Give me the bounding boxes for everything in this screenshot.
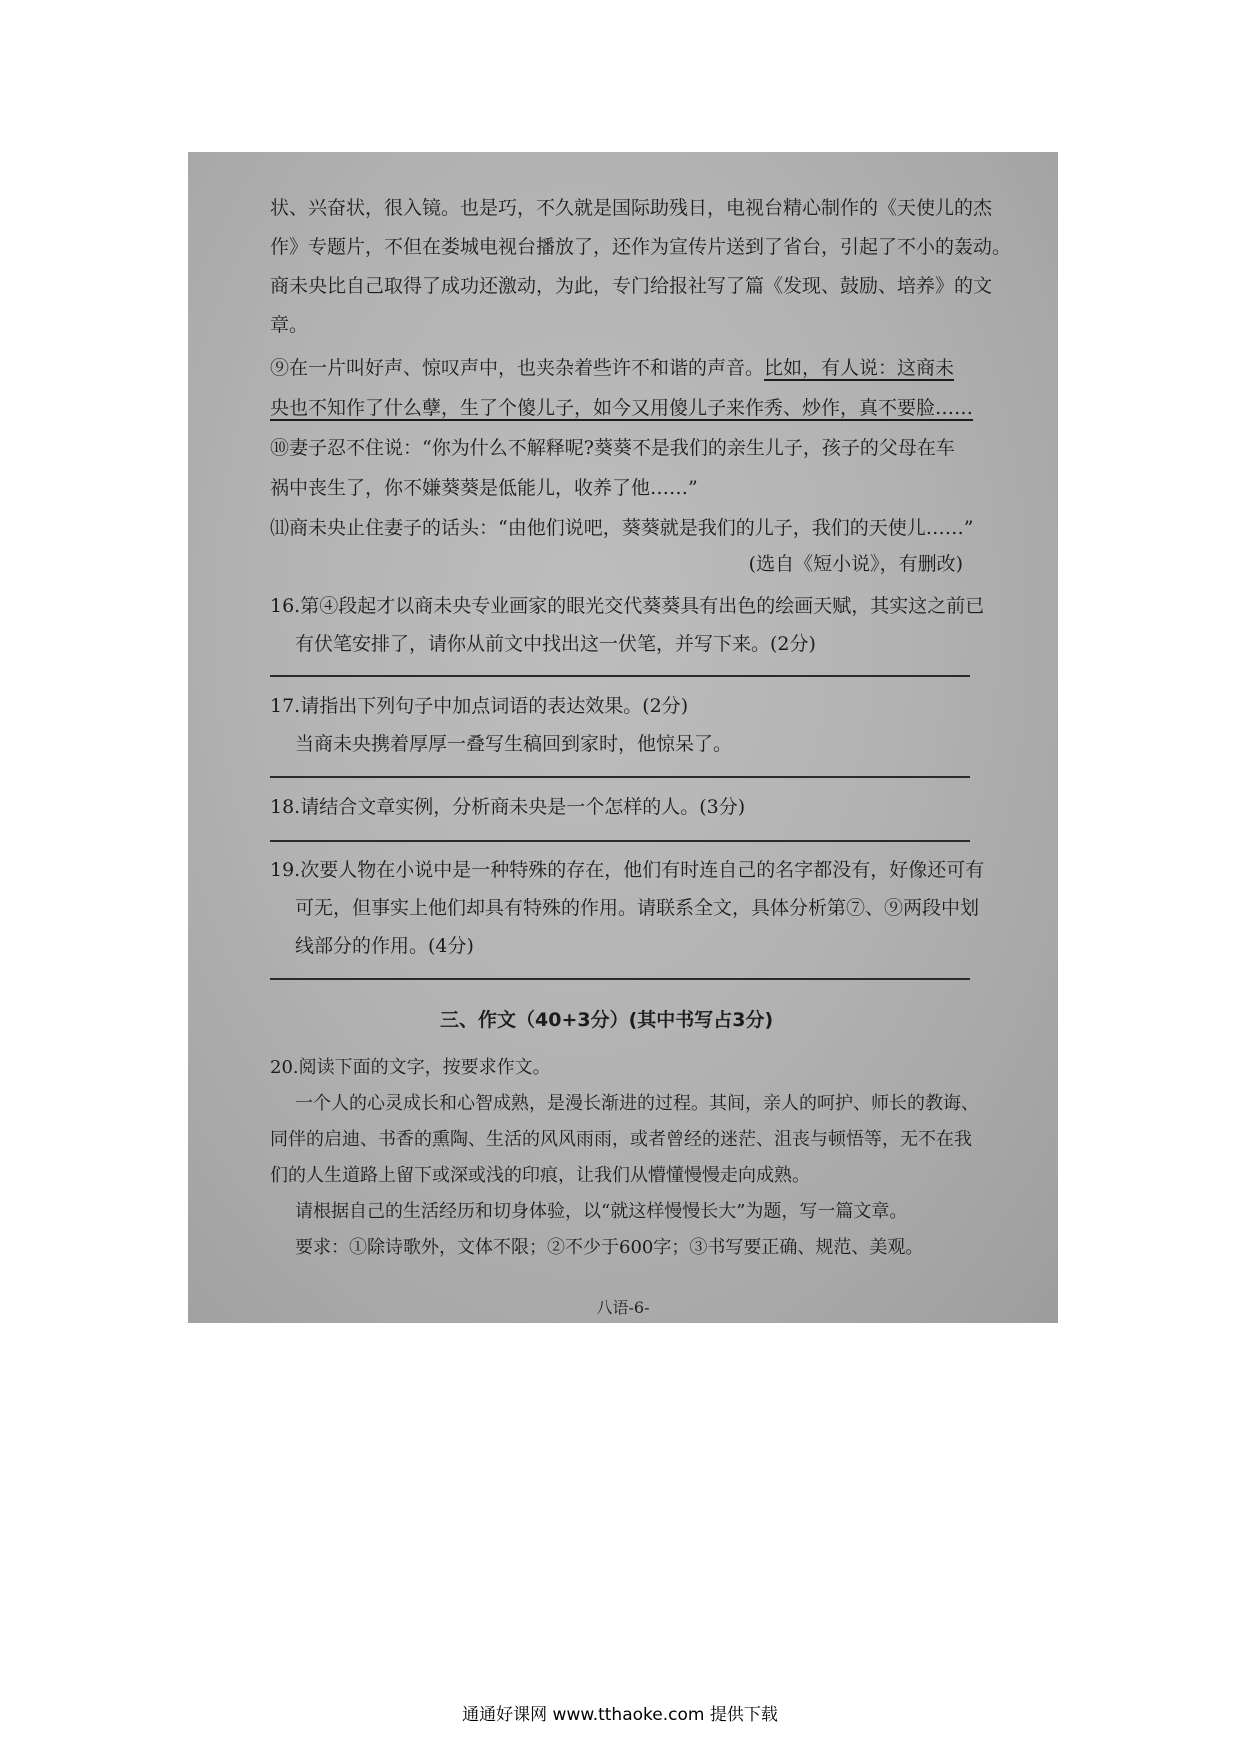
question-19-line: 19.次要人物在小说中是一种特殊的存在，他们有时连自己的名字都没有，好像还可有 xyxy=(270,859,985,881)
question-18: 18.请结合文章实例，分析商未央是一个怎样的人。(3分) xyxy=(270,796,746,818)
answer-line xyxy=(270,978,970,980)
site-footer: 通通好课网 www.tthaoke.com 提供下载 xyxy=(462,1705,778,1725)
paragraph-9 xyxy=(270,350,954,386)
question-20-text: 们的人生道路上留下或深或浅的印痕，让我们从懵懂慢慢走向成熟。 xyxy=(270,1165,810,1186)
question-20-intro: 20.阅读下面的文字，按要求作文。 xyxy=(270,1057,551,1078)
question-20-task: 请根据自己的生活经历和切身体验，以“就这样慢慢长大”为题，写一篇文章。 xyxy=(295,1201,908,1222)
question-16-line: 有伏笔安排了，请你从前文中找出这一伏笔，并写下来。(2分) xyxy=(295,633,816,655)
question-20-text: 一个人的心灵成长和心智成熟，是漫长渐进的过程。其间，亲人的呵护、师长的教诲、 xyxy=(295,1093,979,1114)
text-line: 状、兴奋状，很入镜。也是巧，不久就是国际助残日，电视台精心制作的《天使儿的杰 xyxy=(270,197,993,219)
paragraph-9-underlined-start: 比如，有人说：这商未 xyxy=(764,357,955,379)
question-20-text: 同伴的启迪、书香的熏陶、生活的风风雨雨，或者曾经的迷茫、沮丧与顿悟等，无不在我 xyxy=(270,1129,972,1150)
section-title: 三、作文（40+3分）(其中书写占3分) xyxy=(440,1009,774,1031)
question-17-line: 17.请指出下列句子中加点词语的表达效果。(2分) xyxy=(270,695,689,717)
answer-line xyxy=(270,840,970,842)
page-number: 八语-6- xyxy=(596,1298,650,1317)
question-17-sentence: 当商未央携着厚厚一叠写生稿回到家时，他惊呆了。 xyxy=(295,733,733,755)
exam-content xyxy=(188,152,1058,1323)
paragraph-9-plain: ⑨在一片叫好声、惊叹声中，也夹杂着些许不和谐的声音。 xyxy=(270,357,765,379)
question-20-requirements: 要求：①除诗歌外，文体不限；②不少于600字；③书写要正确、规范、美观。 xyxy=(295,1237,924,1258)
text-line: 祸中丧生了，你不嫌葵葵是低能儿，收养了他……” xyxy=(270,477,698,499)
text-line: 商未央比自己取得了成功还激动，为此，专门给报社写了篇《发现、鼓励、培养》的文 xyxy=(270,275,993,297)
answer-line xyxy=(270,675,970,677)
scanned-exam-page xyxy=(188,152,1058,1323)
text-line: 章。 xyxy=(270,314,309,336)
question-16-line: 16.第④段起才以商未央专业画家的眼光交代葵葵具有出色的绘画天赋，其实这之前已 xyxy=(270,595,985,617)
answer-line xyxy=(270,776,970,778)
question-19-line: 线部分的作用。(4分) xyxy=(295,935,474,957)
source-citation: (选自《短小说》，有删改) xyxy=(748,553,963,575)
text-line: ⑩妻子忍不住说：“你为什么不解释呢?葵葵不是我们的亲生儿子，孩子的父母在车 xyxy=(270,437,955,459)
question-19-line: 可无，但事实上他们却具有特殊的作用。请联系全文，具体分析第⑦、⑨两段中划 xyxy=(295,897,980,919)
text-line: ⑾商未央止住妻子的话头：“由他们说吧，葵葵就是我们的儿子，我们的天使儿……” xyxy=(270,517,974,539)
paragraph-9-underlined-end: 央也不知作了什么孽，生了个傻儿子，如今又用傻儿子来作秀、炒作，真不要脸…… xyxy=(270,397,974,419)
text-line: 作》专题片，不但在娄城电视台播放了，还作为宣传片送到了省台，引起了不小的轰动。 xyxy=(270,236,1012,258)
